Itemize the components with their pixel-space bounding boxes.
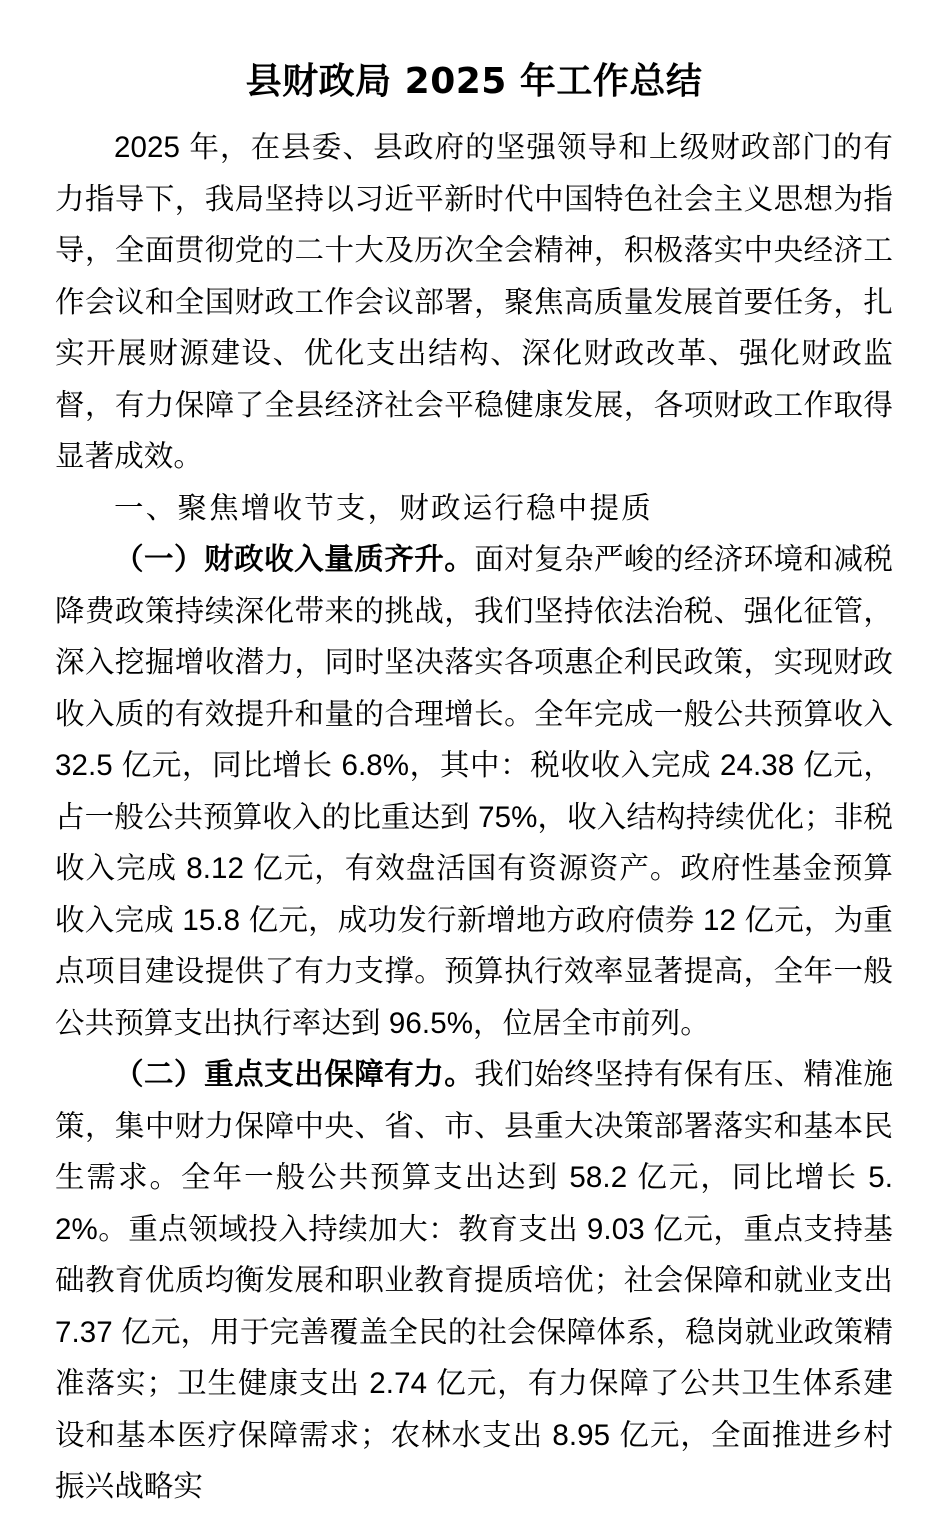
subsection-1-1-lead: （一）财政收入量质齐升。 [114, 543, 475, 576]
page-title: 县财政局 2025 年工作总结 [245, 61, 703, 102]
subsection-1-2-lead: （二）重点支出保障有力。 [114, 1058, 475, 1091]
section-heading-1: 一、聚焦增收节支，财政运行稳中提质 [114, 490, 653, 525]
document-body [55, 0, 893, 1513]
subsection-1-2-text: 我们始终坚持有保有压、精准施策，集中财力保障中央、省、市、县重大决策部署落实和基本民生需求。全年一般公共预算支出达到 58.2 亿元，同比增长 5.2%。重点领域投入持续加大：教育支出 9.03 亿元，重点支持基础教育优质均衡发展和职业教育提质培优；社会保障和就业支出 7.37 亿元，用于完善覆盖全民的社会保障体系，稳岗就业政策精准落实；卫生健康支出 2.74 亿元，有力保障了公共卫生体系建设和基本医疗保障需求；农林水支出 8.95 亿元，全面推进乡村振兴战略实 [55, 1058, 894, 1503]
paragraph-opening: 2025 年，在县委、县政府的坚强领导和上级财政部门的有力指导下，我局坚持以习近平新时代中国特色社会主义思想为指导，全面贯彻党的二十大及历次全会精神，积极落实中央经济工作会议和全国财政工作会议部署，聚焦高质量发展首要任务，扎实开展财源建设、优化支出结构、深化财政改革、强化财政监督，有力保障了全县经济社会平稳健康发展，各项财政工作取得显著成效。 [55, 131, 893, 473]
paragraph-subsection-1-1 [55, 534, 893, 1049]
paragraph-subsection-1-2 [55, 1049, 893, 1513]
subsection-1-1-text: 面对复杂严峻的经济环境和减税降费政策持续深化带来的挑战，我们坚持依法治税、强化征管，深入挖掘增收潜力，同时坚决落实各项惠企利民政策，实现财政收入质的有效提升和量的合理增长。全年完成一般公共预算收入 32.5 亿元，同比增长 6.8%，其中：税收收入完成 24.38 亿元，占一般公共预算收入的比重达到 75%，收入结构持续优化；非税收入完成 8.12 亿元，有效盘活国有资源资产。政府性基金预算收入完成 15.8 亿元，成功发行新增地方政府债券 12 亿元，为重点项目建设提供了有力支撑。预算执行效率显著提高，全年一般公共预算支出执行率达到 96.5%，位居全市前列。 [55, 543, 894, 1040]
